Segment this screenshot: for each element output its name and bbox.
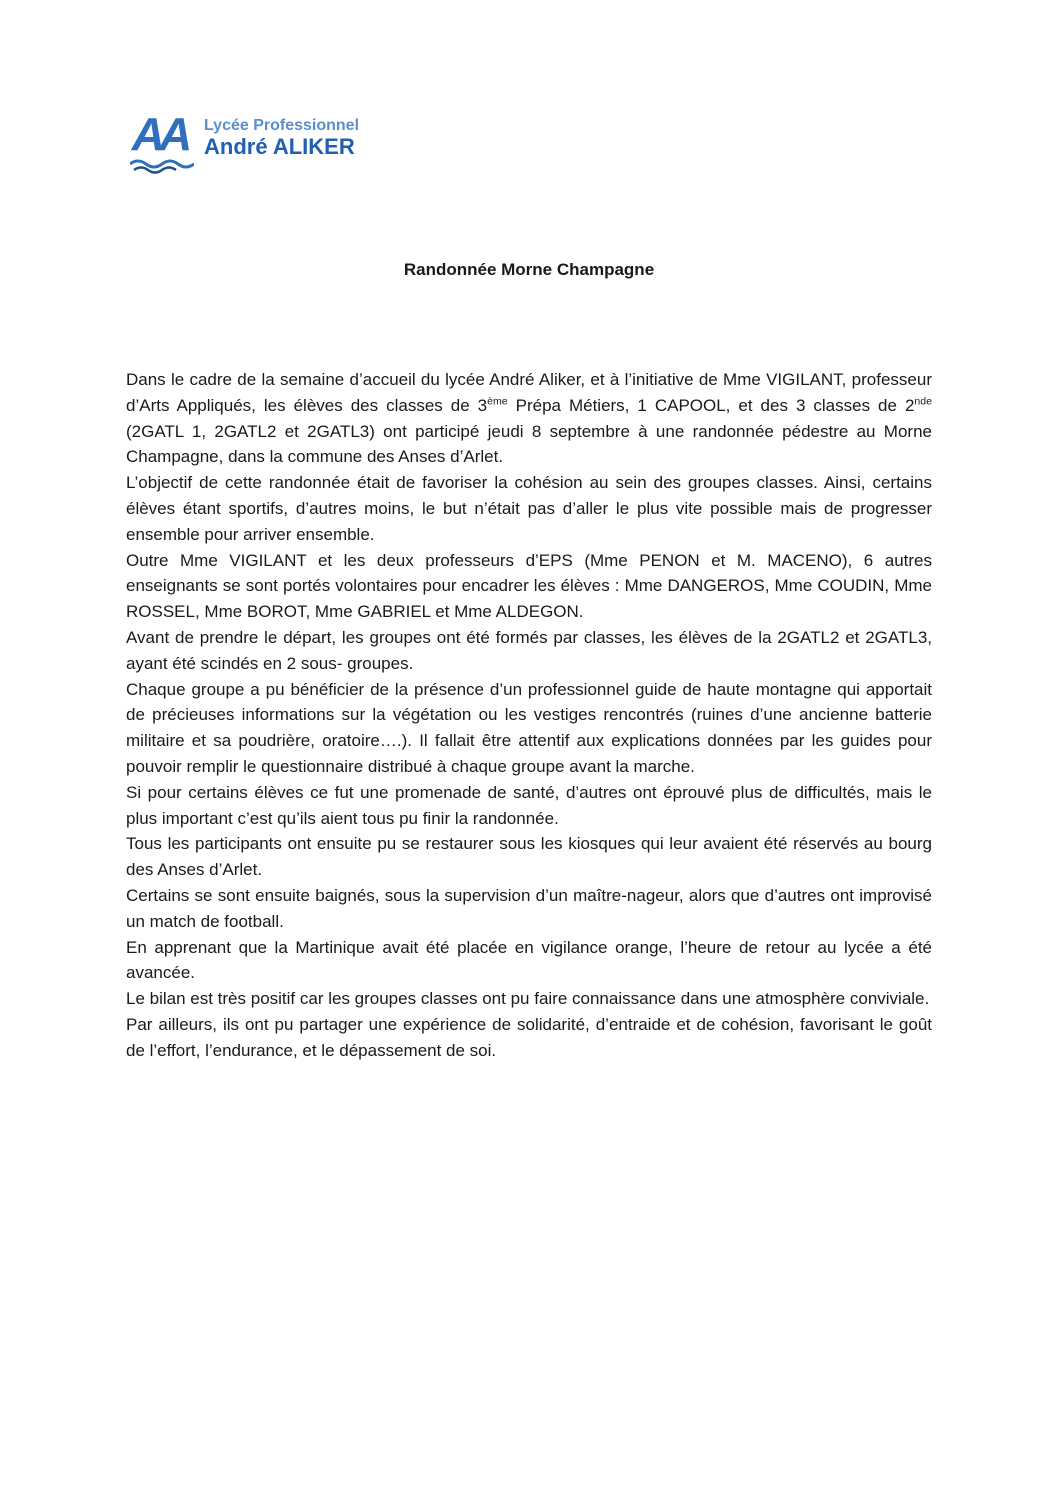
- logo-text: [204, 112, 359, 159]
- paragraph: Dans le cadre de la semaine d’accueil du lycée André Aliker, et à l’initiative de Mme VIGILANT, professeur d’Arts Appliqués, les élèves des classes de 3ème Prépa Métiers, 1 CAPOOL, et des 3 classes de 2nde (2GATL 1, 2GATL2 et 2GATL3) ont participé jeudi 8 septembre à une randonnée pédestre au Morne Champagne, dans la commune des Anses d’Arlet.: [126, 370, 932, 467]
- wave-icon: [130, 158, 194, 174]
- logo-school-type: Lycée Professionnel: [204, 117, 360, 134]
- paragraph: Outre Mme VIGILANT et les deux professeurs d’EPS (Mme PENON et M. MACENO), 6 autres enseignants se sont portés volontaires pour encadrer les élèves : Mme DANGEROS, Mme COUDIN, Mme ROSSEL, Mme BOROT, Mme GABRIEL et Mme ALDEGON.: [126, 550, 932, 622]
- paragraph: Par ailleurs, ils ont pu partager une expérience de solidarité, d’entraide et de cohésion, favorisant le goût de l’effort, l’endurance, et le dépassement de soi.: [126, 1014, 932, 1060]
- document-body: [126, 367, 932, 1064]
- document-title: Randonnée Morne Champagne: [403, 260, 655, 279]
- paragraph: L’objectif de cette randonnée était de favoriser la cohésion au sein des groupes classes. Ainsi, certains élèves étant sportifs, d’autres moins, le but n’était pas d’aller le plus vite possible mais de progresser ensemble pour arriver ensemble.: [126, 473, 932, 544]
- school-logo: [130, 108, 360, 174]
- paragraph: En apprenant que la Martinique avait été placée en vigilance orange, l’heure de retour au lycée a été avancée.: [126, 937, 932, 983]
- paragraph: Le bilan est très positif car les groupes classes ont pu faire connaissance dans une atmosphère conviviale.: [126, 989, 930, 1009]
- paragraph: Si pour certains élèves ce fut une promenade de santé, d’autres ont éprouvé plus de difficultés, mais le plus important c’est qu’ils aient tous pu finir la randonnée.: [126, 782, 932, 828]
- logo-school-name: André ALIKER: [204, 134, 355, 159]
- logo-monogram: AA: [131, 108, 187, 160]
- paragraph: Avant de prendre le départ, les groupes ont été formés par classes, les élèves de la 2GATL2 et 2GATL3, ayant été scindés en 2 sous- groupes.: [126, 627, 932, 673]
- paragraph: Chaque groupe a pu bénéficier de la présence d’un professionnel guide de haute montagne qui apportait de précieuses informations sur la végétation ou les vestiges rencontrés (ruines d’une ancienne batterie militaire et sa poudrière, oratoire….). Il fallait être attentif aux explications données par les guides pour pouvoir remplir le questionnaire distribué à chaque groupe avant la marche.: [126, 679, 932, 776]
- paragraph: Certains se sont ensuite baignés, sous la supervision d’un maître-nageur, alors que d’autres ont improvisé un match de football.: [126, 885, 932, 931]
- paragraph: Tous les participants ont ensuite pu se restaurer sous les kiosques qui leur avaient été réservés au bourg des Anses d’Arlet.: [126, 834, 932, 880]
- logo-mark: [130, 108, 194, 174]
